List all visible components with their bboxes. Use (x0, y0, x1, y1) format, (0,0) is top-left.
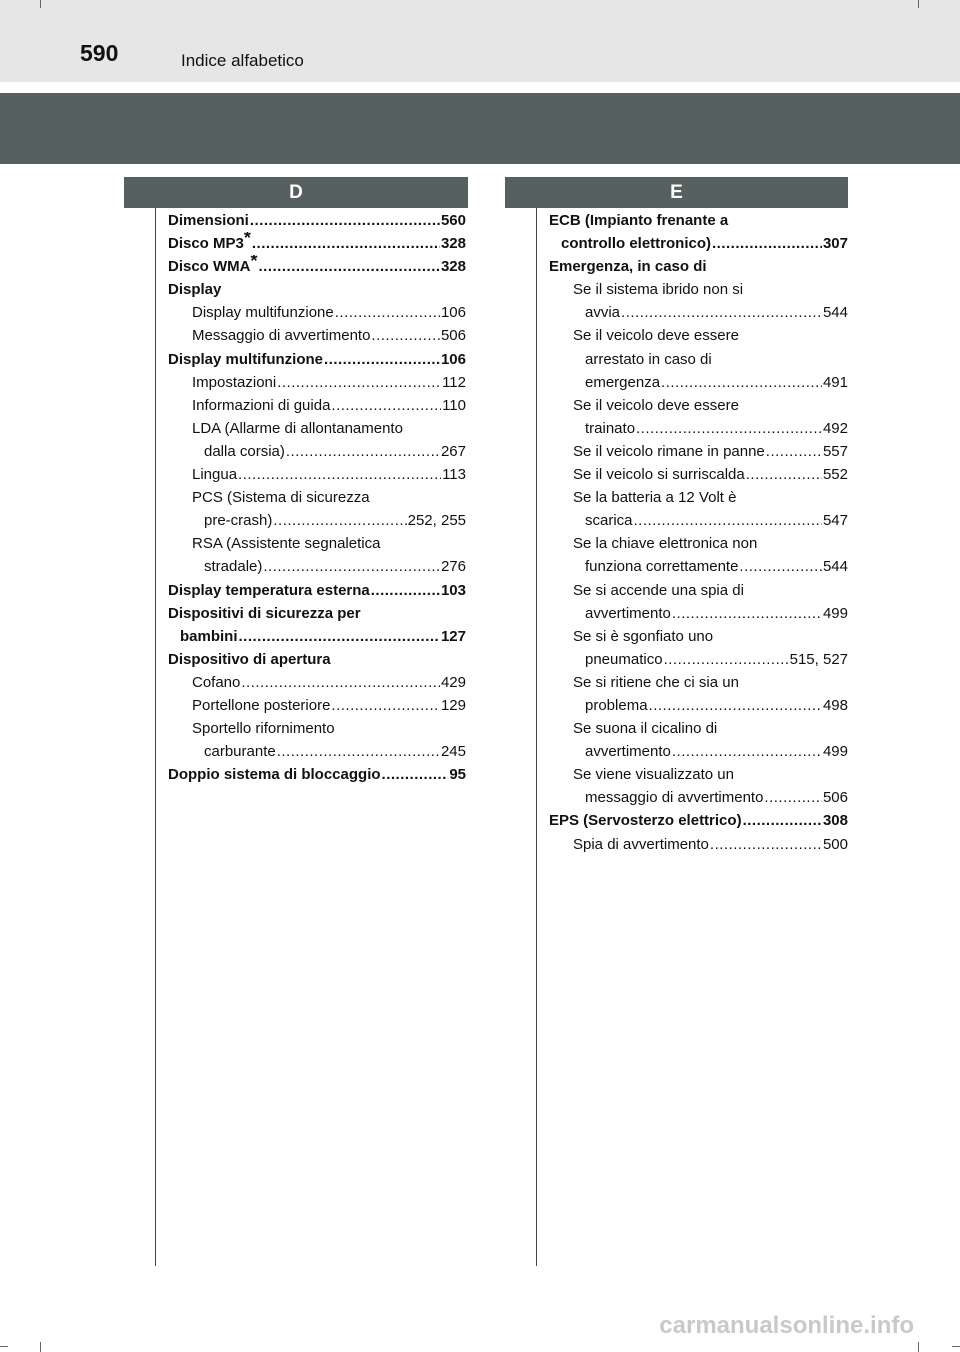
page-header-bar (0, 0, 960, 82)
index-subentry: Se il veicolo si surriscalda ..... 552 (549, 463, 848, 486)
section-header-d: D (124, 177, 468, 208)
watermark: carmanualsonline.info (659, 1312, 914, 1339)
index-column-d (168, 209, 466, 786)
index-subentry: Se il sistema ibrido non si avvia ..... 544 (549, 278, 848, 324)
index-heading: Display (168, 281, 222, 299)
index-subentry: Se si è sgonfiato uno pneumatico ..... 515, 527 (549, 625, 848, 671)
index-subentry: Se il veicolo deve essere trainato ..... 492 (549, 394, 848, 440)
crop-mark-tl (40, 0, 41, 8)
index-subentry: Se la chiave elettronica non funziona correttamente ..... 544 (549, 532, 848, 578)
header-band (0, 93, 960, 164)
index-entry: Display temperatura esterna ..... 103 (168, 579, 466, 602)
index-subentry: PCS (Sistema di sicurezza pre-crash) ..... 252, 255 (168, 486, 466, 532)
index-subentry: Sportello rifornimento carburante ..... 245 (168, 717, 466, 763)
index-subentry: Cofano ..... 429 (168, 671, 466, 694)
index-entry: Dispositivi di sicurezza per bambini ..... 127 (168, 602, 466, 648)
index-subentry: Lingua ..... 113 (168, 463, 466, 486)
index-subentry: Display multifunzione ..... 106 (168, 301, 466, 324)
index-entry: ECB (Impianto frenante a controllo elettronico) ..... 307 (549, 209, 848, 255)
crop-mark-br-h (952, 1346, 960, 1347)
crop-mark-bl (40, 1342, 41, 1352)
index-subentry: RSA (Assistente segnaletica stradale) ..... 276 (168, 532, 466, 578)
index-subentry: Impostazioni ..... 112 (168, 371, 466, 394)
index-heading: Dispositivo di apertura (168, 650, 331, 668)
index-subentry: Se si accende una spia di avvertimento ..... 499 (549, 579, 848, 625)
index-subentry: Se viene visualizzato un messaggio di avvertimento ..... 506 (549, 763, 848, 809)
index-heading: Emergenza, in caso di (549, 258, 707, 276)
crop-mark-tr (918, 0, 919, 8)
index-subentry: Se suona il cicalino di avvertimento ..... 499 (549, 717, 848, 763)
index-entry: Display multifunzione ..... 106 (168, 348, 466, 371)
index-subentry: Se la batteria a 12 Volt è scarica ..... 547 (549, 486, 848, 532)
index-subentry: Se il veicolo deve essere arrestato in caso di emergenza ..... 491 (549, 324, 848, 393)
index-entry: Disco MP3* ..... 328 (168, 232, 466, 255)
index-entry: Doppio sistema di bloccaggio ..... 95 (168, 763, 466, 786)
page-title: Indice alfabetico (181, 51, 304, 70)
index-subentry: LDA (Allarme di allontanamento dalla corsia) ..... 267 (168, 417, 466, 463)
left-column-rule (155, 208, 156, 1266)
index-subentry: Informazioni di guida ..... 110 (168, 394, 466, 417)
page-number: 590 (80, 40, 119, 66)
index-entry: EPS (Servosterzo elettrico) ..... 308 (549, 809, 848, 832)
section-header-e: E (505, 177, 848, 208)
index-subentry: Se il veicolo rimane in panne ..... 557 (549, 440, 848, 463)
index-subentry: Messaggio di avvertimento ..... 506 (168, 324, 466, 347)
index-entry: Disco WMA* ..... 328 (168, 255, 466, 278)
index-subentry: Portellone posteriore ..... 129 (168, 694, 466, 717)
index-column-e (549, 209, 848, 856)
index-entry: Dimensioni ..... 560 (168, 209, 466, 232)
crop-mark-br (918, 1342, 919, 1352)
index-subentry: Se si ritiene che ci sia un problema ..... 498 (549, 671, 848, 717)
right-column-rule (536, 208, 537, 1266)
crop-mark-bl-h (0, 1346, 8, 1347)
index-subentry: Spia di avvertimento ..... 500 (549, 833, 848, 856)
